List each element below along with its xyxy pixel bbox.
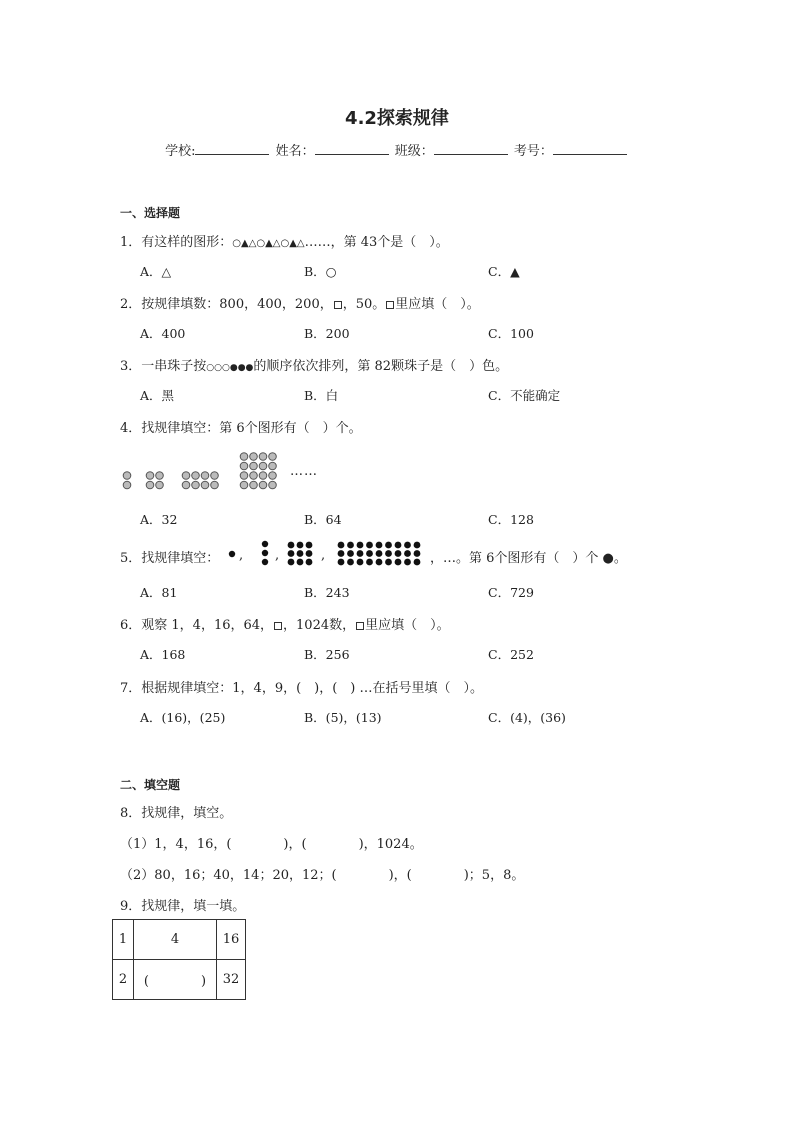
q5-figure-dot [357,550,364,557]
table-cell: 16 [217,920,246,960]
q5-figure-dot [297,559,304,566]
q5-figure-dot [395,559,402,566]
q8-part-1[interactable]: （1）1，4，16，( )，( )，1024。 [120,837,423,852]
q1-shape-pattern: ○▲△○▲△○▲△ [232,238,305,249]
name-blank[interactable] [315,142,389,155]
q5-figure-dot [385,550,392,557]
q5-figure-dot [357,542,364,549]
q3-option-a[interactable]: A．黑 [140,388,175,403]
q5-figure-dot [366,559,373,566]
q4-figure-dot [240,462,248,470]
section-heading-choice: 一、选择题 [120,206,181,220]
q5-figure-dot [385,559,392,566]
q7-option-a[interactable]: A．(16)，(25) [140,710,226,725]
q4-figure-dot [156,481,164,489]
blank-square-icon [356,622,364,630]
q4-figure-dot [259,453,267,461]
blank-square-icon [386,301,394,309]
q4-figure-dot [240,481,248,489]
table-cell: 4 [134,920,217,960]
q5-figure-dot [338,542,345,549]
q4-figure-dot [182,472,190,480]
q5-figure-dot [338,550,345,557]
blank-square-icon [334,301,342,309]
q5-figure-dot [376,542,383,549]
school-label: 学校: [165,144,196,159]
q4-figure-dot [250,453,258,461]
q5-option-c[interactable]: C．729 [488,585,534,600]
q5-figure-dot [297,542,304,549]
q5-figure-dot [347,542,354,549]
q5-figure-dot [288,550,295,557]
q5-figure-dot [414,542,421,549]
page-title: 4.2探索规律 [345,108,449,129]
table-row [113,960,246,1000]
q6-option-a[interactable]: A．168 [140,647,186,662]
q4-figure-dot [250,472,258,480]
q1-text-before: 1．有这样的图形： [120,235,233,250]
q4-option-b[interactable]: B．64 [304,512,342,527]
table-cell: 32 [217,960,246,1000]
q4-figure-dot [211,481,219,489]
q5-figure-dot [395,542,402,549]
q4-figure-dot [146,472,154,480]
q2-text-after: 里应填（ ）。 [395,297,480,312]
q3-option-b[interactable]: B．白 [304,388,339,403]
q5-figure-dot [395,550,402,557]
q6-text-before: 6．观察 1，4，16，64， [120,618,274,633]
q6-text-after: 里应填（ ）。 [365,618,450,633]
exam-number-label: 考号： [513,144,553,159]
q4-figure-dot [240,472,248,480]
q4-figure-dot [146,481,154,489]
q4-figure-dot [211,472,219,480]
q4-figure-dot [182,481,190,489]
q3-text-after: 的顺序依次排列，第 82颗珠子是（ ）色。 [253,359,509,374]
q4-figure-dot [269,462,277,470]
question-8: 8．找规律，填空。 [120,806,233,821]
q5-figure-dot [288,559,295,566]
q4-option-a[interactable]: A．32 [140,512,178,527]
svg-text:,: , [275,548,280,563]
q5-figure-dot [297,550,304,557]
q9-table [112,919,246,1000]
class-label: 班级： [394,144,434,159]
q5-figure-dot [347,559,354,566]
question-6 [120,614,450,633]
q7-option-c[interactable]: C．(4)，(36) [488,710,566,725]
q5-figure-dot [366,550,373,557]
q4-figure-dot [201,472,209,480]
question-1 [120,231,449,250]
q5-dot-figures [225,536,435,572]
q3-text-before: 3．一串珠子按 [120,359,207,374]
q5-option-b[interactable]: B．243 [304,585,350,600]
student-info-line [0,140,794,159]
q5-figure-dot [306,542,313,549]
q5-text-before: 5．找规律填空： [120,551,220,566]
q3-option-c[interactable]: C．不能确定 [488,388,561,403]
q5-figure-dot [404,542,411,549]
q6-option-c[interactable]: C．252 [488,647,534,662]
q4-figure-dot [269,472,277,480]
question-4: 4．找规律填空：第 6个图形有（ ）个。 [120,421,362,436]
exam-number-blank[interactable] [553,142,627,155]
question-2 [120,293,480,312]
q5-figure-dot [414,550,421,557]
school-blank[interactable] [195,142,269,155]
q4-figure-dot [259,462,267,470]
q2-text-mid: ，50。 [342,297,386,312]
q4-figure-dot [192,472,200,480]
q1-text-after: ……，第 43个是（ ）。 [304,235,449,250]
q2-option-b[interactable]: B．200 [304,326,350,341]
q4-figure-dot [192,481,200,489]
question-3 [120,355,508,374]
q5-figure-dot [347,550,354,557]
q1-option-b[interactable]: B．○ [304,264,337,279]
table-cell: 2 [113,960,134,1000]
table-cell: 1 [113,920,134,960]
q5-figure-dot [262,541,268,547]
q7-option-b[interactable]: B．(5)，(13) [304,710,382,725]
q5-option-a[interactable]: A．81 [140,585,178,600]
q5-figure-dot [404,550,411,557]
q4-figure-dot [156,472,164,480]
q4-ellipsis: …… [290,464,318,479]
q1-option-a[interactable]: A．△ [140,264,172,279]
q5-figure-dot [376,550,383,557]
table-row [113,920,246,960]
q5-figure-dot [404,559,411,566]
q5-figure-dot [366,542,373,549]
q5-figure-dot [288,542,295,549]
q4-figure-dot [123,472,131,480]
q3-bead-pattern: ○○○●●● [206,363,254,373]
class-blank[interactable] [434,142,508,155]
q5-figure-dot [376,559,383,566]
name-label: 姓名： [275,144,315,159]
q5-figure-dot [306,550,313,557]
q5-text-after: ，…。第 6个图形有（ ）个 ●。 [430,551,627,566]
q5-figure-dot [306,559,313,566]
q4-figure-dot [250,481,258,489]
q2-option-c[interactable]: C．100 [488,326,534,341]
blank-square-icon [274,622,282,630]
q6-option-b[interactable]: B．256 [304,647,350,662]
table-blank-cell[interactable]: ( ) [134,960,217,1000]
q8-part-2[interactable]: （2）80，16；40，14；20，12；( )，( )；5，8。 [120,868,525,883]
question-9: 9．找规律，填一填。 [120,899,246,914]
q5-figure-dot [229,551,235,557]
q4-figure-dot [259,472,267,480]
q4-dot-figures [118,448,338,494]
q4-figure-dot [201,481,209,489]
q1-option-c[interactable]: C．▲ [488,264,520,279]
q4-figure-dot [269,453,277,461]
q4-figure-dot [269,481,277,489]
q5-figure-dot [385,542,392,549]
q5-figure-dot [262,550,268,556]
q5-figure-dot [414,559,421,566]
q2-text-before: 2．按规律填数：800，400，200， [120,297,333,312]
q6-text-mid: ，1024数， [283,618,356,633]
q5-figure-dot [338,559,345,566]
svg-text:,: , [239,548,244,563]
q4-figure-dot [240,453,248,461]
question-7: 7．根据规律填空：1，4，9，( )，( ) …在括号里填（ ）。 [120,681,484,696]
q5-figure-dot [357,559,364,566]
q4-figure-dot [259,481,267,489]
q4-figure-dot [250,462,258,470]
svg-text:,: , [321,548,326,563]
q4-figure-dot [123,481,131,489]
q5-figure-dot [262,559,268,565]
section-heading-fill: 二、填空题 [120,778,181,792]
q4-option-c[interactable]: C．128 [488,512,534,527]
q2-option-a[interactable]: A．400 [140,326,186,341]
